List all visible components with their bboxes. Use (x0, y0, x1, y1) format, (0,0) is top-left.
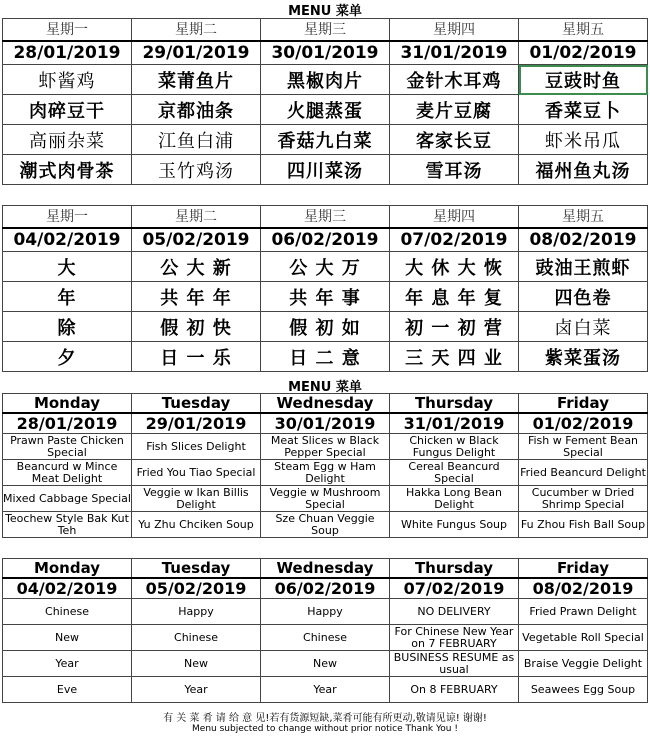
dish-cell: Prawn Paste Chicken Special (3, 434, 132, 460)
dish-cell: Beancurd w Mince Meat Delight (3, 460, 132, 486)
day-header: 星期四 (390, 19, 519, 41)
dish-cell: 雪耳汤 (390, 155, 519, 185)
day-header: 星期二 (132, 206, 261, 228)
date-cell: 05/02/2019 (132, 578, 261, 599)
dish-cell: 大 (3, 252, 132, 282)
day-header: Tuesday (132, 559, 261, 579)
zh-week2-dates-row (3, 228, 648, 252)
menu-row (3, 512, 648, 538)
day-header: Thursday (390, 559, 519, 579)
day-header: 星期三 (261, 19, 390, 41)
day-header: 星期四 (390, 206, 519, 228)
dish-cell: 日 一 乐 (132, 342, 261, 372)
menu-title-top: MENU 菜单 (288, 4, 362, 19)
date-cell: 01/02/2019 (519, 413, 648, 434)
dish-cell: 黑椒肉片 (261, 65, 390, 95)
zh-week1-dates-row (3, 41, 648, 65)
dish-cell: 卤白菜 (519, 312, 648, 342)
day-header: Tuesday (132, 394, 261, 414)
dish-cell: Cereal Beancurd Special (390, 460, 519, 486)
day-header: 星期五 (519, 206, 648, 228)
dish-cell: 初 一 初 营 (390, 312, 519, 342)
en-week2-table (2, 558, 648, 703)
menu-row (3, 95, 648, 125)
dish-cell: Fried Beancurd Delight (519, 460, 648, 486)
dish-cell: 紫菜蛋汤 (519, 342, 648, 372)
dish-cell: Fish w Fement Bean Special (519, 434, 648, 460)
dish-cell: Cucumber w Dried Shrimp Special (519, 486, 648, 512)
date-cell: 29/01/2019 (132, 413, 261, 434)
dish-cell: 豉油王煎虾 (519, 252, 648, 282)
dish-cell: Yu Zhu Chciken Soup (132, 512, 261, 538)
zh-week1-table (2, 18, 648, 185)
menu-row (3, 599, 648, 625)
day-header: Wednesday (261, 394, 390, 414)
dish-cell: 火腿蒸蛋 (261, 95, 390, 125)
date-cell: 04/02/2019 (3, 228, 132, 252)
date-cell: 08/02/2019 (519, 578, 648, 599)
dish-cell: Chicken w Black Fungus Delight (390, 434, 519, 460)
dish-cell: 菜莆鱼片 (132, 65, 261, 95)
dish-cell: 香菜豆卜 (519, 95, 648, 125)
dish-cell: 玉竹鸡汤 (132, 155, 261, 185)
dish-cell: Steam Egg w Ham Delight (261, 460, 390, 486)
dish-cell: 金针木耳鸡 (390, 65, 519, 95)
zh-week2-days-row (3, 206, 648, 228)
dish-cell: 客家长豆 (390, 125, 519, 155)
date-cell: 30/01/2019 (261, 413, 390, 434)
menu-row (3, 342, 648, 372)
dish-cell: 四色卷 (519, 282, 648, 312)
dish-cell: Meat Slices w Black Pepper Special (261, 434, 390, 460)
menu-title-mid: MENU 菜单 (288, 380, 362, 395)
day-header: Monday (3, 394, 132, 414)
dish-cell: Teochew Style Bak Kut Teh (3, 512, 132, 538)
dish-cell: 虾酱鸡 (3, 65, 132, 95)
dish-cell: Vegetable Roll Special (519, 625, 648, 651)
menu-row (3, 125, 648, 155)
dish-cell: Sze Chuan Veggie Soup (261, 512, 390, 538)
dish-cell: 年 (3, 282, 132, 312)
dish-cell: New (3, 625, 132, 651)
dish-cell: 大 休 大 恢 (390, 252, 519, 282)
menu-row (3, 651, 648, 677)
en-week1-days-row (3, 394, 648, 414)
en-week1-table (2, 393, 648, 538)
dish-cell: 福州鱼丸汤 (519, 155, 648, 185)
zh-week1-days-row (3, 19, 648, 41)
day-header: Monday (3, 559, 132, 579)
dish-cell: Year (3, 651, 132, 677)
dish-cell: Fish Slices Delight (132, 434, 261, 460)
dish-cell: Happy (132, 599, 261, 625)
dish-cell: Eve (3, 677, 132, 703)
dish-cell: Chinese (132, 625, 261, 651)
dish-cell: Chinese (3, 599, 132, 625)
dish-cell: Year (132, 677, 261, 703)
date-cell: 05/02/2019 (132, 228, 261, 252)
dish-cell: 江鱼白浦 (132, 125, 261, 155)
dish-cell: 潮式肉骨茶 (3, 155, 132, 185)
menu-row (3, 252, 648, 282)
en-week2-dates-row (3, 578, 648, 599)
dish-cell: Veggie w Ikan Billis Delight (132, 486, 261, 512)
dish-cell: 公 大 新 (132, 252, 261, 282)
menu-row (3, 677, 648, 703)
dish-cell: BUSINESS RESUME as usual (390, 651, 519, 677)
dish-cell: 肉碎豆干 (3, 95, 132, 125)
dish-cell: 假 初 如 (261, 312, 390, 342)
menu-row (3, 625, 648, 651)
date-cell: 28/01/2019 (3, 413, 132, 434)
menu-row (3, 155, 648, 185)
dish-cell: 麦片豆腐 (390, 95, 519, 125)
day-header: 星期三 (261, 206, 390, 228)
dish-cell: 共 年 事 (261, 282, 390, 312)
date-cell: 29/01/2019 (132, 41, 261, 65)
footer-note-zh: 有 关 菜 肴 请 给 意 见!若有货源短缺,菜肴可能有所更动,敬请见谅! 谢谢! (163, 713, 487, 724)
en-week2-days-row (3, 559, 648, 579)
date-cell: 07/02/2019 (390, 228, 519, 252)
day-header: Friday (519, 559, 648, 579)
dish-cell: 年 息 年 复 (390, 282, 519, 312)
dish-cell: 京都油条 (132, 95, 261, 125)
menu-row (3, 312, 648, 342)
day-header: 星期一 (3, 19, 132, 41)
dish-cell: 共 年 年 (132, 282, 261, 312)
date-cell: 08/02/2019 (519, 228, 648, 252)
dish-cell: Fried You Tiao Special (132, 460, 261, 486)
day-header: 星期二 (132, 19, 261, 41)
day-header: Thursday (390, 394, 519, 414)
day-header: 星期一 (3, 206, 132, 228)
dish-cell: On 8 FEBRUARY (390, 677, 519, 703)
menu-row (3, 434, 648, 460)
dish-cell: Mixed Cabbage Special (3, 486, 132, 512)
day-header: Friday (519, 394, 648, 414)
footer-note-en: Menu subjected to change without prior notice Thank You ! (192, 724, 458, 734)
dish-cell: Chinese (261, 625, 390, 651)
dish-cell: 香菇九白菜 (261, 125, 390, 155)
dish-cell: 除 (3, 312, 132, 342)
menu-row (3, 282, 648, 312)
dish-cell: Year (261, 677, 390, 703)
dish-cell: Fu Zhou Fish Ball Soup (519, 512, 648, 538)
dish-cell: 公 大 万 (261, 252, 390, 282)
date-cell: 31/01/2019 (390, 41, 519, 65)
dish-cell: New (132, 651, 261, 677)
date-cell: 06/02/2019 (261, 228, 390, 252)
date-cell: 28/01/2019 (3, 41, 132, 65)
date-cell: 01/02/2019 (519, 41, 648, 65)
dish-cell: New (261, 651, 390, 677)
selected-dish-cell[interactable]: 豆豉时鱼 (519, 65, 648, 95)
dish-cell: Hakka Long Bean Delight (390, 486, 519, 512)
date-cell: 31/01/2019 (390, 413, 519, 434)
date-cell: 06/02/2019 (261, 578, 390, 599)
dish-cell: 三 天 四 业 (390, 342, 519, 372)
dish-cell: Braise Veggie Delight (519, 651, 648, 677)
dish-cell: Seawees Egg Soup (519, 677, 648, 703)
en-week1-dates-row (3, 413, 648, 434)
dish-cell: 夕 (3, 342, 132, 372)
date-cell: 07/02/2019 (390, 578, 519, 599)
dish-cell: 四川菜汤 (261, 155, 390, 185)
dish-cell: 假 初 快 (132, 312, 261, 342)
day-header: 星期五 (519, 19, 648, 41)
menu-row (3, 65, 648, 95)
dish-cell: White Fungus Soup (390, 512, 519, 538)
dish-cell: Fried Prawn Delight (519, 599, 648, 625)
date-cell: 04/02/2019 (3, 578, 132, 599)
dish-cell: NO DELIVERY (390, 599, 519, 625)
dish-cell: Veggie w Mushroom Special (261, 486, 390, 512)
dish-cell: 虾米吊瓜 (519, 125, 648, 155)
menu-row (3, 460, 648, 486)
dish-cell: 日 二 意 (261, 342, 390, 372)
dish-cell: For Chinese New Year on 7 FEBRUARY (390, 625, 519, 651)
zh-week2-table (2, 205, 648, 372)
date-cell: 30/01/2019 (261, 41, 390, 65)
dish-cell: Happy (261, 599, 390, 625)
dish-cell: 高丽杂菜 (3, 125, 132, 155)
day-header: Wednesday (261, 559, 390, 579)
menu-row (3, 486, 648, 512)
